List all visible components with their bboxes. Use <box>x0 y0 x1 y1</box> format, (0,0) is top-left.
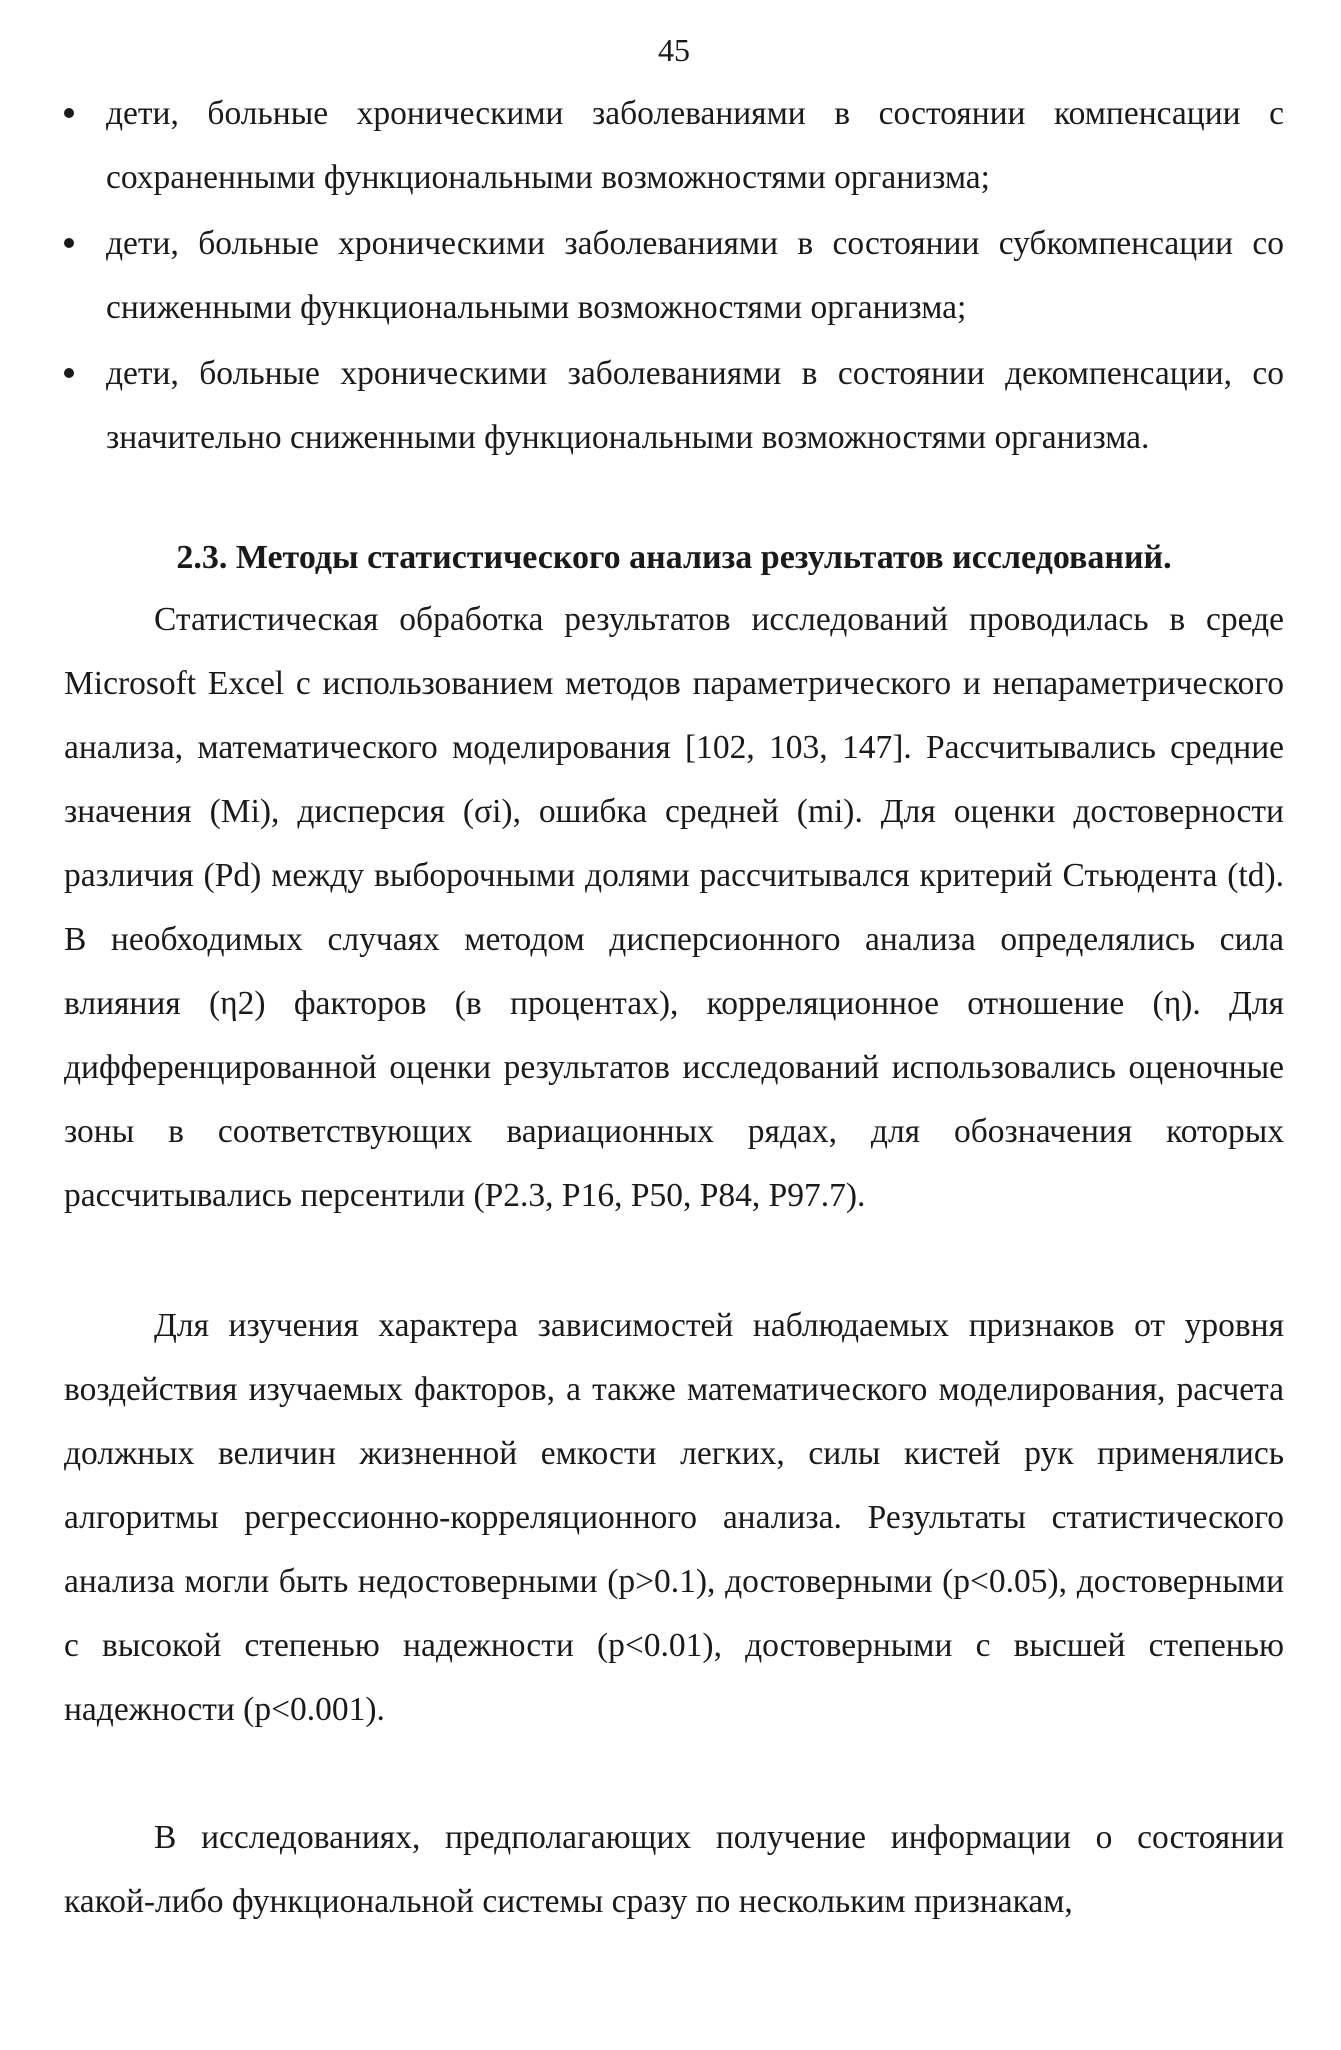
page-number: 45 <box>658 32 690 68</box>
paragraph-multifeature-studies: В исследованиях, предполагающих получение информации о состоянии какой-либо функциональной системы сразу по нескольким признакам, <box>64 1819 1284 1920</box>
bullet-list <box>64 82 1284 472</box>
bullet-text: дети, больные хроническими заболеваниями в состоянии субкомпенсации со сниженными функциональными возможностями организма; <box>106 225 1284 326</box>
paragraph-regression-analysis: Для изучения характера зависимостей наблюдаемых признаков от уровня воздействия изучаемых факторов, а также математического моделирования, расчета должных величин жизненной емкости легких, силы кистей рук применялись алгоритмы регрессионно-корреляционного анализа. Результаты статистического анализа могли быть недостоверными (p>0.1), достоверными (p<0.05), достоверными с высокой степенью надежности (p<0.01), достоверными с высшей степенью надежности (p<0.001). <box>64 1307 1284 1728</box>
bullet-item <box>64 342 1284 470</box>
bullet-icon <box>64 108 74 118</box>
bullet-icon <box>64 368 74 378</box>
section-heading: 2.3. Методы статистического анализа результатов исследований. <box>176 539 1172 576</box>
bullet-text: дети, больные хроническими заболеваниями в состоянии компенсации с сохраненными функциональными возможностями организма; <box>106 95 1284 196</box>
bullet-item <box>64 82 1284 210</box>
paragraph-statistics-methods: Статистическая обработка результатов исследований проводилась в среде Microsoft Excel с использованием методов параметрического и непараметрического анализа, математического моделирования [102, 103, 147]. Рассчитывались средние значения (Mi), дисперсия (σi), ошибка средней (mi). Для оценки достоверности различия (Pd) между выборочными долями рассчитывался критерий Стьюдента (td). В необходимых случаях методом дисперсионного анализа определялись сила влияния (η2) факторов (в процентах), корреляционное отношение (η). Для дифференцированной оценки результатов исследований использовались оценочные зоны в соответствующих вариационных рядах, для обозначения которых рассчитывались персентили (P2.3, P16, P50, P84, P97.7). <box>64 601 1284 1214</box>
bullet-icon <box>64 238 74 248</box>
bullet-item <box>64 212 1284 340</box>
bullet-text: дети, больные хроническими заболеваниями в состоянии декомпенсации, со значительно сниженными функциональными возможностями организма. <box>106 355 1284 456</box>
